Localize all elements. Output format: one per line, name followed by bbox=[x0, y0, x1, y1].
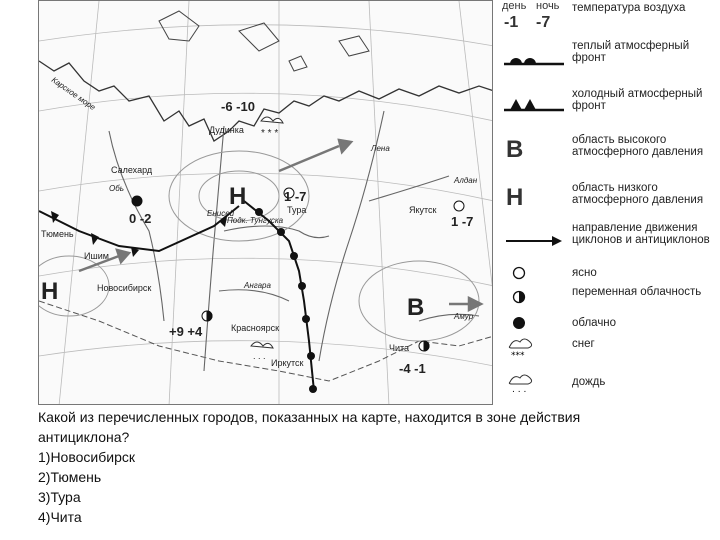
legend-row-clear bbox=[496, 266, 720, 282]
legend-text-low-pressure: область низкого атмосферного давления bbox=[572, 182, 704, 206]
clear-icon-yakutsk bbox=[454, 201, 464, 211]
legend-text-cold-front: холодный атмосферный фронт bbox=[572, 88, 703, 112]
question-text: Какой из перечисленных городов, показанных на карте, находится в зоне действия антициклона? bbox=[38, 409, 581, 445]
legend-row-temperature bbox=[496, 0, 720, 38]
legend-text-direction: направление движения циклонов и антициклонов bbox=[572, 222, 710, 246]
temp-krasnoyarsk: +9 +4 bbox=[169, 324, 203, 339]
river-label-lena: Лена bbox=[371, 144, 390, 153]
river-label-yenisei: Енисей bbox=[207, 209, 235, 218]
legend-header-night: ночь bbox=[536, 0, 560, 12]
warm-front-icon bbox=[500, 48, 568, 73]
svg-text:. . .: . . . bbox=[253, 351, 266, 361]
map-legend bbox=[496, 0, 720, 405]
answer-option-2[interactable]: 2)Тюмень bbox=[38, 469, 102, 485]
legend-row-direction bbox=[496, 222, 720, 264]
legend-row-low-pressure bbox=[496, 180, 720, 224]
rivers bbox=[109, 111, 479, 371]
city-novosibirsk: Новосибирск bbox=[97, 283, 152, 293]
city-salekhard: Салехард bbox=[111, 165, 153, 175]
legend-text-warm-front: теплый атмосферный фронт bbox=[572, 40, 690, 64]
low-pressure-center-west: Н bbox=[41, 278, 59, 305]
city-krasnoyarsk: Красноярск bbox=[231, 323, 280, 333]
svg-text:***: *** bbox=[511, 351, 525, 360]
low-pressure-letter: Н bbox=[506, 184, 524, 211]
legend-row-snow bbox=[496, 334, 720, 360]
arctic-islands bbox=[159, 11, 369, 71]
legend-temp-night: -7 bbox=[536, 14, 551, 31]
city-tura: Тура bbox=[287, 205, 307, 215]
svg-text:. . .: . . . bbox=[512, 385, 527, 394]
legend-row-warm-front bbox=[496, 40, 720, 82]
legend-text-partly-cloudy: переменная облачность bbox=[572, 286, 702, 298]
legend-row-cloudy bbox=[496, 316, 720, 332]
svg-text:* * *: * * * bbox=[261, 128, 279, 139]
weather-map bbox=[38, 0, 493, 405]
river-angara bbox=[219, 290, 289, 301]
sea-label-kara: Карское море bbox=[49, 75, 98, 113]
clear-sky-icon bbox=[500, 266, 580, 285]
temp-dudinka: -6 -10 bbox=[221, 99, 255, 114]
river-yenisei bbox=[204, 126, 224, 371]
legend-text-cloudy: облачно bbox=[572, 317, 617, 329]
direction-arrow-icon bbox=[500, 234, 568, 252]
city-dudinka: Дудинка bbox=[209, 125, 244, 135]
legend-text-high-pressure: область высокого атмосферного давления bbox=[572, 134, 704, 158]
cloudy-icon bbox=[132, 196, 142, 206]
overcast-icon bbox=[500, 316, 580, 335]
partly-cloudy-icon bbox=[202, 311, 212, 321]
partly-cloudy-icon-legend bbox=[500, 290, 580, 309]
legend-text-clear: ясно bbox=[572, 267, 597, 279]
city-yakutsk: Якутск bbox=[409, 205, 437, 215]
rain-icon-map bbox=[251, 342, 273, 361]
rain-icon bbox=[500, 370, 574, 399]
question-block bbox=[38, 407, 678, 527]
legend-text-temperature: температура воздуха bbox=[572, 2, 686, 14]
low-pressure-center-north: Н bbox=[229, 183, 247, 210]
answer-option-4[interactable]: 4)Чита bbox=[38, 509, 82, 525]
legend-row-cold-front bbox=[496, 86, 720, 130]
high-pressure-letter: В bbox=[506, 136, 524, 163]
snow-icon bbox=[500, 334, 574, 365]
legend-temp-day: -1 bbox=[504, 14, 519, 31]
city-irkutsk: Иркутск bbox=[271, 358, 304, 368]
legend-text-rain: дождь bbox=[572, 376, 606, 388]
temp-chita: -4 -1 bbox=[399, 361, 426, 376]
temp-tura: 1 -7 bbox=[284, 189, 307, 204]
river-aldan bbox=[369, 176, 449, 201]
legend-row-high-pressure bbox=[496, 132, 720, 178]
river-label-angara: Ангара bbox=[244, 281, 271, 290]
city-ishim: Ишим bbox=[84, 251, 109, 261]
answer-option-1[interactable]: 1)Новосибирск bbox=[38, 449, 135, 465]
temp-yakutsk: 1 -7 bbox=[451, 214, 474, 229]
legend-row-rain bbox=[496, 370, 720, 394]
river-label-aldan: Алдан bbox=[454, 176, 478, 185]
legend-text-snow: снег bbox=[572, 338, 595, 350]
snow-icon-map bbox=[261, 117, 283, 139]
temp-salekhard: 0 -2 bbox=[129, 211, 152, 226]
river-label-ob: Обь bbox=[109, 184, 124, 193]
map-canvas bbox=[39, 1, 493, 405]
answer-option-3[interactable]: 3)Тура bbox=[38, 489, 81, 505]
river-label-tunguska: Подк. Тунгуска bbox=[227, 216, 284, 225]
legend-row-partly-cloudy bbox=[496, 286, 720, 314]
city-chita: Чита bbox=[389, 343, 410, 353]
legend-header-day: день bbox=[502, 0, 527, 12]
city-tyumen: Тюмень bbox=[41, 229, 74, 239]
high-pressure-center-east: В bbox=[407, 294, 425, 321]
partly-cloudy-icon-chita bbox=[419, 341, 429, 351]
river-label-amur: Амур bbox=[454, 312, 474, 321]
cold-front-icon bbox=[500, 94, 568, 119]
